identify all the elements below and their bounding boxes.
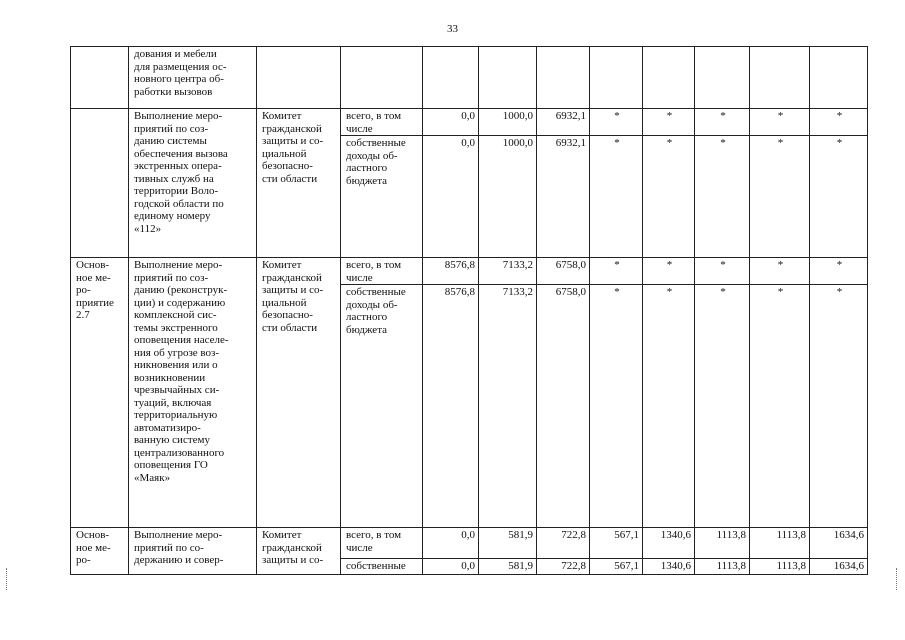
value-cell: 7133,2 bbox=[479, 285, 537, 528]
value-cell: * bbox=[590, 136, 643, 258]
value-cell: 0,0 bbox=[423, 528, 479, 559]
value-cell bbox=[590, 47, 643, 109]
source-cell: собственные bbox=[341, 559, 423, 575]
source-cell: собственные доходы об- ластного бюджета bbox=[341, 136, 423, 258]
value-cell: 0,0 bbox=[423, 136, 479, 258]
value-cell: * bbox=[643, 109, 695, 136]
value-cell: * bbox=[810, 285, 868, 528]
value-cell: 7133,2 bbox=[479, 258, 537, 285]
value-cell bbox=[750, 47, 810, 109]
value-cell: 6758,0 bbox=[537, 285, 590, 528]
value-cell: 1113,8 bbox=[750, 559, 810, 575]
value-cell: * bbox=[750, 285, 810, 528]
value-cell: 567,1 bbox=[590, 528, 643, 559]
value-cell: * bbox=[750, 258, 810, 285]
executor-cell: Комитет гражданской защиты и со- bbox=[257, 528, 341, 575]
source-cell: всего, в том числе bbox=[341, 258, 423, 285]
value-cell bbox=[695, 47, 750, 109]
executor-cell bbox=[257, 47, 341, 109]
value-cell bbox=[479, 47, 537, 109]
value-cell: 8576,8 bbox=[423, 258, 479, 285]
source-cell: всего, в том числе bbox=[341, 109, 423, 136]
value-cell bbox=[423, 47, 479, 109]
value-cell: 722,8 bbox=[537, 559, 590, 575]
value-cell: * bbox=[750, 136, 810, 258]
value-cell: * bbox=[695, 258, 750, 285]
table-row bbox=[71, 258, 868, 285]
value-cell: * bbox=[695, 285, 750, 528]
value-cell: 0,0 bbox=[423, 559, 479, 575]
value-cell: 1113,8 bbox=[695, 559, 750, 575]
description-cell: Выполнение меро- приятий по соз- данию системы обеспечения вызова экстренных опера- тивных служб на территории Воло- годской области по единому номеру «112» bbox=[129, 109, 257, 258]
source-cell bbox=[341, 47, 423, 109]
value-cell: 1340,6 bbox=[643, 559, 695, 575]
executor-cell: Комитет гражданской защиты и со- циальной безопасно- сти области bbox=[257, 258, 341, 528]
scan-edge-mark-right bbox=[896, 568, 899, 590]
value-cell: 6758,0 bbox=[537, 258, 590, 285]
scan-edge-mark-left bbox=[6, 568, 9, 590]
value-cell: 1634,6 bbox=[810, 559, 868, 575]
value-cell: * bbox=[810, 109, 868, 136]
description-cell: Выполнение меро- приятий по со- держанию и совер- bbox=[129, 528, 257, 575]
measure-cell bbox=[71, 47, 129, 109]
value-cell: 6932,1 bbox=[537, 109, 590, 136]
value-cell bbox=[537, 47, 590, 109]
value-cell: * bbox=[810, 136, 868, 258]
value-cell: * bbox=[810, 258, 868, 285]
value-cell: 1634,6 bbox=[810, 528, 868, 559]
measure-cell bbox=[71, 109, 129, 258]
value-cell: * bbox=[695, 109, 750, 136]
value-cell: * bbox=[643, 136, 695, 258]
value-cell: * bbox=[643, 258, 695, 285]
description-cell: Выполнение меро- приятий по соз- данию (реконструк- ции) и содержанию комплексной сис- темы экстренного оповещения населе- ния об угрозе воз- никновения или о возникновении чрезвычайных си- туаций, включая территориальную автоматизиро- ванную систему централизованного оповещения ГО «Маяк» bbox=[129, 258, 257, 528]
value-cell: 1000,0 bbox=[479, 136, 537, 258]
value-cell: * bbox=[590, 109, 643, 136]
page-number: 33 bbox=[447, 23, 458, 35]
value-cell bbox=[643, 47, 695, 109]
value-cell: 0,0 bbox=[423, 109, 479, 136]
value-cell: 581,9 bbox=[479, 559, 537, 575]
value-cell: 1000,0 bbox=[479, 109, 537, 136]
measure-cell: Основ- ное ме- ро- приятие 2.7 bbox=[71, 258, 129, 528]
value-cell: 1113,8 bbox=[750, 528, 810, 559]
table-row bbox=[71, 109, 868, 136]
value-cell: 581,9 bbox=[479, 528, 537, 559]
value-cell: 722,8 bbox=[537, 528, 590, 559]
value-cell: * bbox=[590, 285, 643, 528]
value-cell: 1113,8 bbox=[695, 528, 750, 559]
value-cell: * bbox=[643, 285, 695, 528]
budget-table bbox=[70, 46, 868, 575]
source-cell: собственные доходы об- ластного бюджета bbox=[341, 285, 423, 528]
value-cell: * bbox=[590, 258, 643, 285]
description-cell: дования и мебели для размещения ос- новного центра об- работки вызовов bbox=[129, 47, 257, 109]
executor-cell: Комитет гражданской защиты и со- циальной безопасно- сти области bbox=[257, 109, 341, 258]
value-cell: * bbox=[750, 109, 810, 136]
table-row bbox=[71, 528, 868, 559]
source-cell: всего, в том числе bbox=[341, 528, 423, 559]
value-cell: 6932,1 bbox=[537, 136, 590, 258]
value-cell bbox=[810, 47, 868, 109]
table-row bbox=[71, 47, 868, 109]
value-cell: * bbox=[695, 136, 750, 258]
value-cell: 1340,6 bbox=[643, 528, 695, 559]
value-cell: 567,1 bbox=[590, 559, 643, 575]
measure-cell: Основ- ное ме- ро- bbox=[71, 528, 129, 575]
value-cell: 8576,8 bbox=[423, 285, 479, 528]
